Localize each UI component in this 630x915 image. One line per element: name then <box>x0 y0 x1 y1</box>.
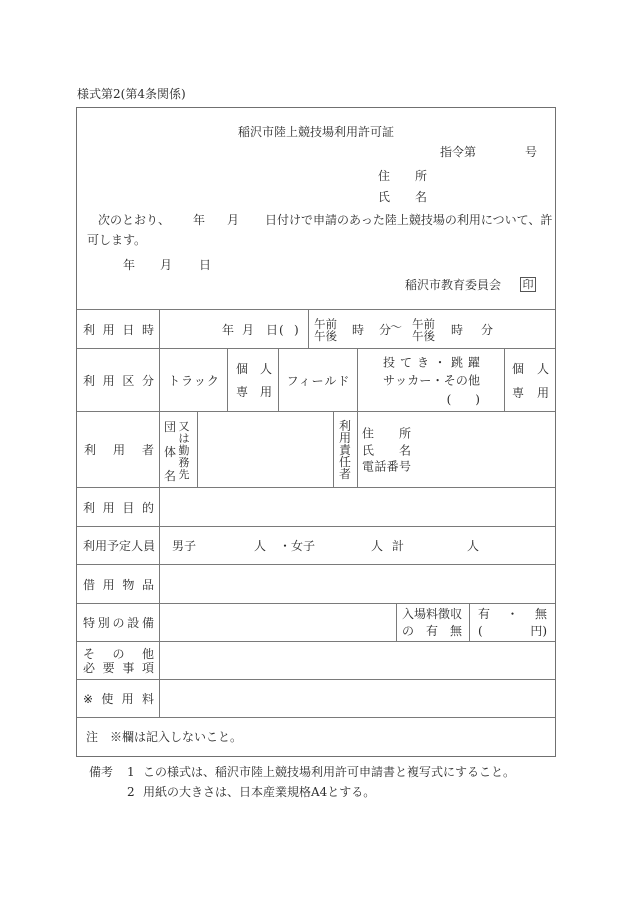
admission-fee-label <box>402 606 462 640</box>
glyph: の <box>455 373 468 388</box>
field-events-block <box>383 353 480 409</box>
glyph: 借 <box>83 577 96 592</box>
directive-prefix: 指令第 <box>440 145 477 159</box>
remark-number-2: 2 <box>127 785 135 799</box>
remark-text-1: この様式は、稲沢市陸上競技場利用許可申請書と複写式にすること。 <box>143 765 516 779</box>
special-facilities-label <box>83 616 154 630</box>
weekday-close-paren: ) <box>294 322 299 337</box>
glyph: 用 <box>339 431 352 445</box>
admission-amount-unit: 円) <box>530 624 547 638</box>
label-cell <box>77 642 159 680</box>
glyph: サ <box>383 373 396 388</box>
glyph: ※ <box>83 692 94 706</box>
start-ampm <box>314 318 337 342</box>
glyph: 用 <box>536 385 549 400</box>
end-minute-unit: 分 <box>481 322 494 337</box>
issue-date-month-unit: 月 <box>160 258 173 272</box>
other-matters-label-line1 <box>83 647 154 661</box>
responsible-person-label-cell <box>333 412 358 488</box>
glyph: 所 <box>398 426 411 441</box>
track-exclusive-line1 <box>236 358 272 381</box>
start-pm: 午後 <box>314 328 337 343</box>
glyph: 利 <box>83 322 96 337</box>
male-unit: 人 <box>254 539 267 553</box>
glyph: 料 <box>426 607 439 621</box>
glyph: 区 <box>122 373 135 388</box>
form-number: 様式第2(第4条関係) <box>77 87 186 101</box>
glyph: 用 <box>259 384 272 399</box>
glyph: 住 <box>362 426 375 441</box>
glyph: ッ <box>395 373 408 388</box>
other-matters-label-line2 <box>83 661 154 675</box>
glyph: 用 <box>102 577 115 592</box>
female-unit: 人 <box>371 539 384 553</box>
date-month-unit: 月 <box>242 322 255 337</box>
glyph: そ <box>443 373 456 388</box>
issue-date-year-unit: 年 <box>123 258 136 272</box>
admission-amount-open-paren: ( <box>478 624 483 638</box>
page-title: 稲沢市陸上競技場利用許可証 <box>237 125 394 139</box>
glyph: 徴 <box>438 607 451 621</box>
glyph: 投 <box>383 354 396 369</box>
label-cell <box>77 565 159 604</box>
date-year-unit: 年 <box>222 322 235 337</box>
glyph: そ <box>83 647 96 661</box>
glyph: 又 <box>178 420 190 433</box>
body-text-rest: 日付けで申請のあった陸上競技場の利用について、許 <box>265 213 553 227</box>
expected-attendance-label <box>83 539 154 553</box>
glyph: 他 <box>467 373 480 388</box>
usage-category-label <box>83 374 154 388</box>
start-hour-unit: 時 <box>352 322 365 337</box>
end-ampm <box>412 318 435 342</box>
label-cell <box>77 680 159 718</box>
usage-fee-input-area <box>159 680 555 718</box>
borrowed-items-label <box>83 578 154 592</box>
glyph: 勤 <box>178 444 190 457</box>
glyph: 収 <box>450 607 463 621</box>
start-am: 午前 <box>314 316 337 331</box>
field-exclusive-cell <box>504 349 555 412</box>
label-cell <box>77 604 159 642</box>
glyph: 分 <box>141 373 154 388</box>
glyph: の <box>112 647 125 661</box>
glyph: 名 <box>398 442 411 457</box>
glyph: 団 <box>164 420 177 434</box>
glyph: 料 <box>141 692 154 706</box>
expected-attendance-cell <box>159 527 555 565</box>
glyph: 場 <box>414 607 427 621</box>
glyph: 有 <box>478 607 491 621</box>
recipient-name-label <box>378 190 427 204</box>
track-exclusive-line2 <box>236 381 272 404</box>
field-exclusive-block <box>512 357 549 405</box>
glyph: 予 <box>107 539 120 553</box>
weekday-open-paren: ( <box>279 322 284 337</box>
glyph: 事 <box>122 661 135 675</box>
field-exclusive-line2 <box>512 381 549 405</box>
field-option: フィールド <box>286 373 351 388</box>
or-workplace-label <box>178 421 190 480</box>
note-text: 注 ※欄は記入しないこと。 <box>86 730 243 744</box>
remark-number-1: 1 <box>127 765 135 779</box>
admission-fee-label-line1 <box>402 606 462 623</box>
body-year-unit: 年 <box>193 213 206 227</box>
glyph: 電 <box>362 459 375 474</box>
glyph: 利 <box>84 443 97 457</box>
usage-time-cell <box>308 310 555 349</box>
glyph: 氏 <box>378 190 391 204</box>
body-month-unit: 月 <box>227 213 240 227</box>
glyph: 無 <box>534 607 547 621</box>
male-label: 男子 <box>172 539 197 553</box>
glyph: 定 <box>119 539 132 553</box>
admission-choice <box>478 606 547 623</box>
date-day-unit: 日 <box>266 322 279 337</box>
special-facilities-input-area <box>159 604 397 642</box>
body-lead: 次のとおり、 <box>98 213 171 227</box>
glyph: の <box>112 616 125 630</box>
glyph: 人 <box>259 361 272 376</box>
glyph: 号 <box>398 459 411 474</box>
field-events-cell <box>357 349 505 412</box>
glyph: ー <box>419 373 432 388</box>
glyph: ・ <box>506 607 519 621</box>
glyph: 専 <box>512 385 525 400</box>
glyph: 用 <box>95 539 108 553</box>
end-am: 午前 <box>412 316 435 331</box>
group-name-input-area <box>197 412 334 488</box>
glyph: 無 <box>449 624 462 638</box>
track-exclusive-cell <box>227 349 279 412</box>
glyph: ・ <box>433 354 446 369</box>
group-name-label <box>164 421 176 482</box>
glyph: 入 <box>402 607 415 621</box>
row-note <box>77 717 555 756</box>
row-purpose <box>77 487 555 527</box>
permit-form-frame <box>76 107 556 757</box>
row-usage-fee <box>77 679 555 718</box>
glyph: ・ <box>431 373 444 388</box>
glyph: 用 <box>102 322 115 337</box>
user-label <box>84 443 154 457</box>
glyph: 人 <box>536 361 549 376</box>
directive-suffix: 号 <box>525 145 538 159</box>
other-matters-label <box>83 647 154 675</box>
contact-address-label <box>362 425 411 442</box>
glyph: 要 <box>102 661 115 675</box>
glyph: 名 <box>164 469 177 483</box>
glyph: 利 <box>83 539 96 553</box>
usage-datetime-label <box>83 323 154 337</box>
issuer-name: 稲沢市教育委員会 <box>405 278 502 292</box>
contact-fields <box>362 425 411 475</box>
other-matters-input-area <box>159 642 555 680</box>
glyph: 備 <box>141 616 154 630</box>
glyph: き <box>416 354 429 369</box>
glyph: 所 <box>414 169 427 183</box>
label-cell <box>77 488 159 527</box>
total-unit: 人 <box>467 539 480 553</box>
usage-fee-label-wrap <box>83 692 154 706</box>
row-usage-category <box>77 348 555 412</box>
range-separator: ～ <box>390 319 403 334</box>
purpose-label <box>83 501 154 515</box>
glyph: 用 <box>102 373 115 388</box>
glyph: 者 <box>339 467 352 481</box>
glyph: 他 <box>141 647 154 661</box>
glyph: 有 <box>425 624 438 638</box>
total-label: 計 <box>392 539 405 553</box>
contact-name-label <box>362 442 411 459</box>
group-name-label-cell <box>159 412 198 488</box>
female-label: ・女子 <box>279 539 316 553</box>
glyph: 話 <box>374 459 387 474</box>
row-special-facilities <box>77 603 555 642</box>
label-cell <box>77 412 159 488</box>
row-borrowed-items <box>77 564 555 604</box>
glyph: 氏 <box>362 442 375 457</box>
end-pm: 午後 <box>412 328 435 343</box>
glyph: 設 <box>127 616 140 630</box>
track-exclusive-block <box>236 358 272 404</box>
borrowed-items-input-area <box>159 565 555 604</box>
glyph: 体 <box>164 444 177 459</box>
label-cell <box>77 527 159 565</box>
glyph: は <box>178 432 190 445</box>
row-other-matters <box>77 641 555 680</box>
field-cell <box>278 349 358 412</box>
glyph: 者 <box>141 443 154 457</box>
glyph: 責 <box>339 443 352 457</box>
admission-amount <box>478 623 547 640</box>
glyph: 跳 <box>450 354 463 369</box>
label-cell <box>77 349 159 412</box>
glyph: 名 <box>414 190 427 204</box>
track-cell <box>159 349 228 412</box>
admission-fee-label-line2 <box>402 623 462 640</box>
field-events-line1 <box>383 353 480 372</box>
glyph: 利 <box>339 419 352 433</box>
admission-fee-label-cell <box>396 604 470 642</box>
glyph: て <box>399 354 412 369</box>
glyph: 項 <box>141 661 154 675</box>
glyph: 特 <box>83 616 96 630</box>
glyph: 利 <box>83 373 96 388</box>
glyph: 目 <box>122 500 135 515</box>
glyph: 人 <box>131 539 144 553</box>
glyph: 利 <box>83 500 96 515</box>
glyph: 躍 <box>467 354 480 369</box>
glyph: 別 <box>97 616 110 630</box>
start-minute-unit: 分 <box>379 322 392 337</box>
contact-phone-label <box>362 458 411 475</box>
glyph: の <box>402 624 415 638</box>
glyph: 個 <box>512 361 525 376</box>
admission-fee-value <box>478 606 547 640</box>
glyph: 時 <box>141 322 154 337</box>
purpose-input-area <box>159 488 555 527</box>
issue-date-day-unit: 日 <box>199 258 212 272</box>
glyph: 住 <box>378 169 391 183</box>
row-usage-datetime <box>77 309 555 349</box>
seal-stamp-box: 印 <box>520 277 536 292</box>
glyph: 物 <box>122 577 135 592</box>
glyph: 番 <box>386 459 399 474</box>
remark-text-2: 用紙の大きさは、日本産業規格A4とする。 <box>143 785 376 799</box>
field-exclusive-line1 <box>512 357 549 381</box>
usage-fee-label <box>83 692 154 706</box>
glyph: 品 <box>141 577 154 592</box>
admission-fee-value-cell <box>469 604 555 642</box>
glyph: 任 <box>339 455 352 469</box>
recipient-address-label <box>378 169 427 183</box>
glyph: 日 <box>122 322 135 337</box>
glyph: カ <box>407 373 420 388</box>
track-option: トラック <box>168 373 220 388</box>
field-events-line2 <box>383 371 480 390</box>
glyph: 用 <box>112 443 125 457</box>
glyph: 個 <box>236 361 249 376</box>
glyph: 的 <box>141 500 154 515</box>
end-hour-unit: 時 <box>451 322 464 337</box>
glyph: 員 <box>143 539 156 553</box>
remarks-label: 備考 <box>89 765 114 779</box>
glyph: 使 <box>101 692 114 706</box>
responsible-person-contact-cell <box>357 412 555 488</box>
responsible-person-label <box>339 420 351 480</box>
field-events-line3: ( ) <box>446 391 480 406</box>
glyph: 必 <box>83 661 96 675</box>
row-expected-attendance <box>77 526 555 565</box>
glyph: 務 <box>178 456 190 469</box>
row-user <box>77 411 555 488</box>
usage-date-cell <box>159 310 309 349</box>
body-text-line2: 可します。 <box>87 233 147 247</box>
glyph: 専 <box>236 384 249 399</box>
glyph: 先 <box>178 468 190 481</box>
glyph: 用 <box>102 500 115 515</box>
label-cell <box>77 310 159 349</box>
glyph: 用 <box>121 692 134 706</box>
